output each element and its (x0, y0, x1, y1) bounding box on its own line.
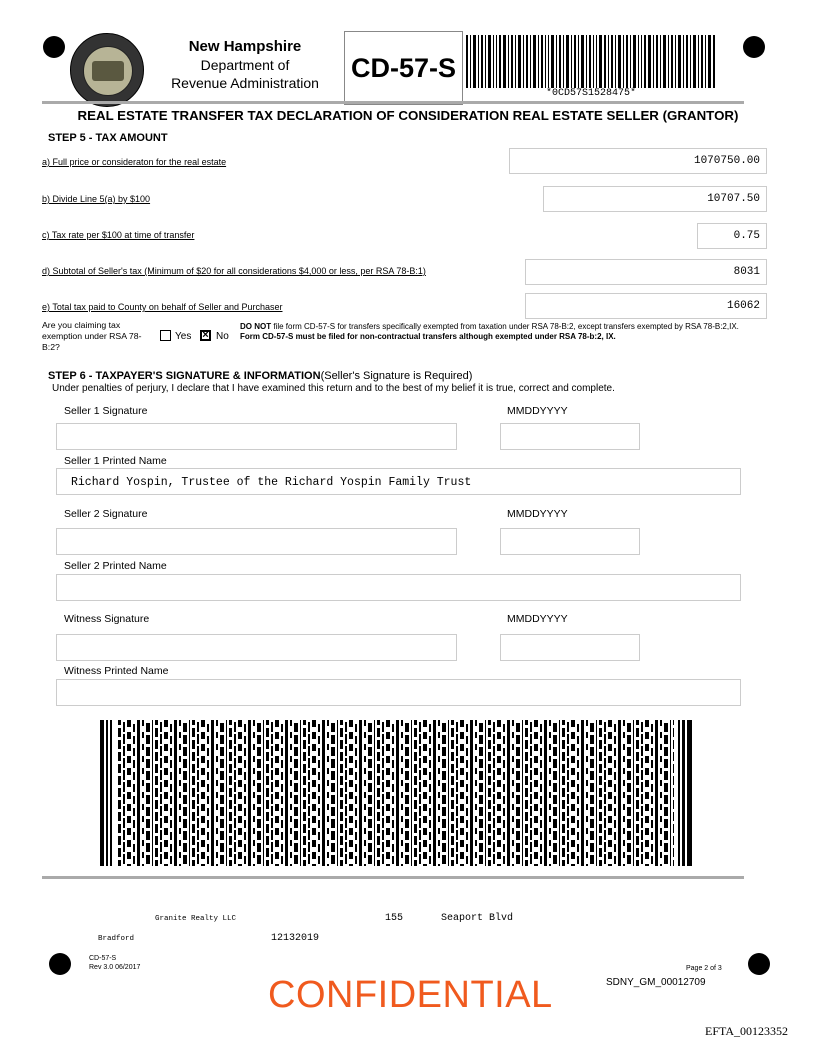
footer-date: 12132019 (271, 933, 320, 944)
registration-mark (743, 36, 765, 58)
seller1-date-label: MMDDYYYY (507, 405, 568, 417)
agency-line-2: Department of (200, 57, 290, 73)
note-do-not: DO NOT (240, 322, 272, 331)
seller2-date-field[interactable] (500, 528, 640, 555)
form-code: CD-57-S (344, 31, 463, 105)
footer-street-no: 155 (385, 913, 404, 924)
confidential-stamp: CONFIDENTIAL (268, 974, 553, 1016)
seller1-name-field[interactable]: Richard Yospin, Trustee of the Richard Yospin Family Trust (56, 468, 741, 495)
line-c-field[interactable]: 0.75 (697, 223, 767, 249)
agency-line-1: New Hampshire (188, 38, 302, 55)
seller2-sig-label: Seller 2 Signature (64, 508, 148, 520)
state-seal (70, 33, 144, 107)
registration-mark (748, 953, 770, 975)
witness-signature-field[interactable] (56, 634, 457, 661)
seller2-name-label: Seller 2 Printed Name (64, 560, 167, 572)
form-id: CD-57-S (89, 955, 117, 962)
line-e-label: e) Total tax paid to County on behalf of Seller and Purchaser (42, 302, 283, 312)
line-e-field[interactable]: 16062 (525, 293, 767, 319)
barcode-text: *0CD57S1528475* (545, 88, 636, 99)
agency-line-3: Revenue Administration (171, 75, 319, 91)
2d-barcode (100, 720, 692, 866)
agency-name (150, 37, 340, 92)
seller1-sig-label: Seller 1 Signature (64, 405, 148, 417)
witness-name-field[interactable] (56, 679, 741, 706)
step6-title: STEP 6 - TAXPAYER'S SIGNATURE & INFORMATION (48, 370, 321, 382)
efta-number: EFTA_00123352 (705, 1024, 789, 1038)
footer-city: Bradford (98, 935, 135, 943)
witness-date-field[interactable] (500, 634, 640, 661)
bates-number: SDNY_GM_00012709 (606, 977, 706, 988)
registration-mark (49, 953, 71, 975)
step6-suffix: (Seller's Signature is Required) (320, 370, 473, 382)
witness-sig-label: Witness Signature (64, 613, 150, 625)
no-label: No (216, 331, 229, 342)
header-barcode (466, 35, 716, 88)
no-checkbox[interactable]: × (200, 330, 211, 341)
line-a-label: a) Full price or consideraton for the real estate (42, 157, 227, 167)
line-d-field[interactable]: 8031 (525, 259, 767, 285)
exemption-note (240, 322, 750, 342)
divider (42, 101, 744, 104)
seller2-name-field[interactable] (56, 574, 741, 601)
step5-heading: STEP 5 - TAX AMOUNT (48, 132, 168, 144)
seller2-date-label: MMDDYYYY (507, 508, 568, 520)
declaration: Under penalties of perjury, I declare that I have examined this return and to the best of my belief it is true, correct and complete. (52, 383, 615, 394)
line-b-field[interactable]: 10707.50 (543, 186, 767, 212)
form-rev: Rev 3.0 06/2017 (89, 964, 141, 971)
yes-checkbox[interactable] (160, 330, 171, 341)
page-number: Page 2 of 3 (686, 965, 722, 972)
seller1-name-label: Seller 1 Printed Name (64, 455, 167, 467)
footer-street: Seaport Blvd (441, 913, 514, 924)
note-bold: Form CD-57-S must be filed for non-contractual transfers although exempted under RSA 78-b:2, IX. (240, 332, 616, 341)
yes-label: Yes (175, 331, 192, 342)
step6-heading (48, 370, 472, 382)
exemption-question: Are you claiming tax exemption under RSA 78-B:2? (42, 320, 142, 352)
line-b-label: b) Divide Line 5(a) by $100 (42, 194, 151, 204)
footer-company: Granite Realty LLC (155, 915, 237, 923)
divider-bottom (42, 876, 744, 879)
seller1-date-field[interactable] (500, 423, 640, 450)
witness-date-label: MMDDYYYY (507, 613, 568, 625)
line-c-label: c) Tax rate per $100 at time of transfer (42, 230, 195, 240)
witness-name-label: Witness Printed Name (64, 665, 169, 677)
registration-mark (43, 36, 65, 58)
line-a-field[interactable]: 1070750.00 (509, 148, 767, 174)
line-d-label: d) Subtotal of Seller's tax (Minimum of $20 for all considerations $4,000 or less, per RSA 78-B:1) (42, 266, 426, 276)
seller1-signature-field[interactable] (56, 423, 457, 450)
note-text: file form CD-57-S for transfers specifically exempted from taxation under RSA 78-B:2, except transfers exempted by RSA 78-B:2,IX. (273, 322, 739, 331)
seller2-signature-field[interactable] (56, 528, 457, 555)
form-title: REAL ESTATE TRANSFER TAX DECLARATION OF CONSIDERATION REAL ESTATE SELLER (GRANTOR) (77, 108, 739, 123)
